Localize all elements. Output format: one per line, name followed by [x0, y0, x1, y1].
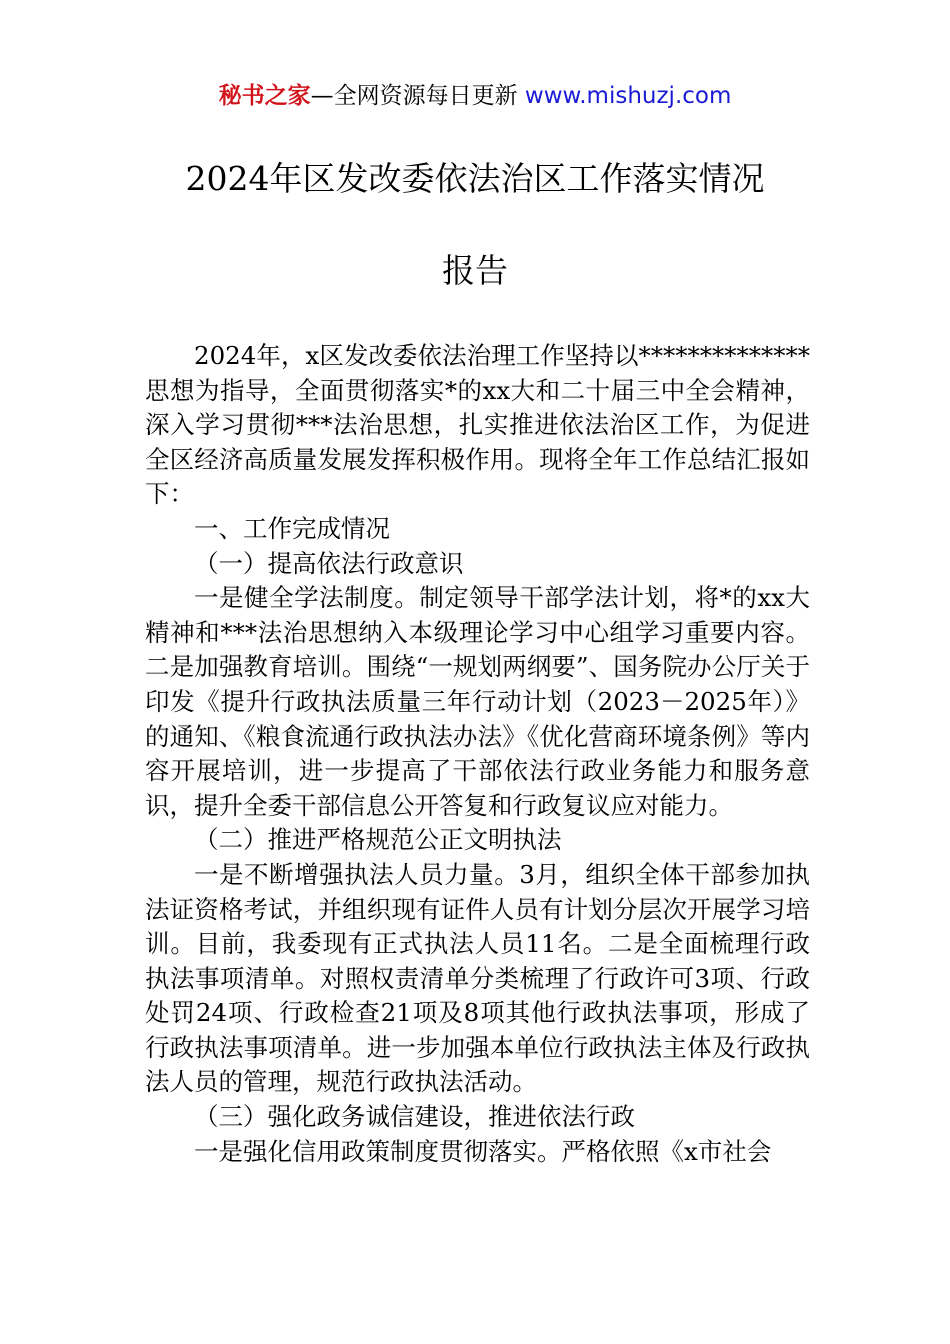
intro-paragraph: 2024年，x区发改委依法治理工作坚持以**************思想为指导，全面贯彻落实*的xx大和二十届三中全会精神，深入学习贯彻***法治思想，扎实推进依法治区工作，为促进全区经济高质量发展发挥积极作用。现将全年工作总结汇报如下： — [145, 341, 810, 509]
document-body — [145, 339, 810, 1169]
subsection-heading-2: （二）推进严格规范公正文明执法 — [194, 825, 562, 855]
subsection-heading-3: （三）强化政务诚信建设，推进依法行政 — [194, 1102, 635, 1132]
body-paragraph-3: 一是强化信用政策制度贯彻落实。严格依照《x市社会 — [194, 1136, 772, 1166]
section-heading-1: 一、工作完成情况 — [194, 513, 390, 543]
body-paragraph-1: 一是健全学法制度。制定领导干部学法计划，将*的xx大精神和***法治思想纳入本级理论学习中心组学习重要内容。二是加强教育培训。围绕“一规划两纲要”、国务院办公厅关于印发《提升行政执法质量三年行动计划（2023－2025年）》的通知、《粮食流通行政执法办法》《优化营商环境条例》等内容开展培训，进一步提高了干部依法行政业务能力和服务意识，提升全委干部信息公开答复和行政复议应对能力。 — [145, 583, 810, 820]
site-brand: 秘书之家 — [218, 83, 311, 109]
body-paragraph-2: 一是不断增强执法人员力量。3月，组织全体干部参加执法证资格考试，并组织现有证件人员有计划分层次开展学习培训。目前，我委现有正式执法人员11名。二是全面梳理行政执法事项清单。对照权责清单分类梳理了行政许可3项、行政处罚24项、行政检查21项及8项其他行政执法事项，形成了行政执法事项清单。进一步加强本单位行政执法主体及行政执法人员的管理，规范行政执法活动。 — [145, 859, 810, 1097]
subsection-heading-1: （一）提高依法行政意识 — [194, 548, 464, 578]
site-header — [0, 80, 950, 112]
site-slogan: —全网资源每日更新 — [310, 83, 525, 109]
document-title-line2: 报告 — [442, 251, 508, 290]
site-url-link[interactable]: www.mishuzj.com — [524, 83, 732, 109]
document-title-line1: 2024年区发改委依法治区工作落实情况 — [185, 159, 765, 198]
